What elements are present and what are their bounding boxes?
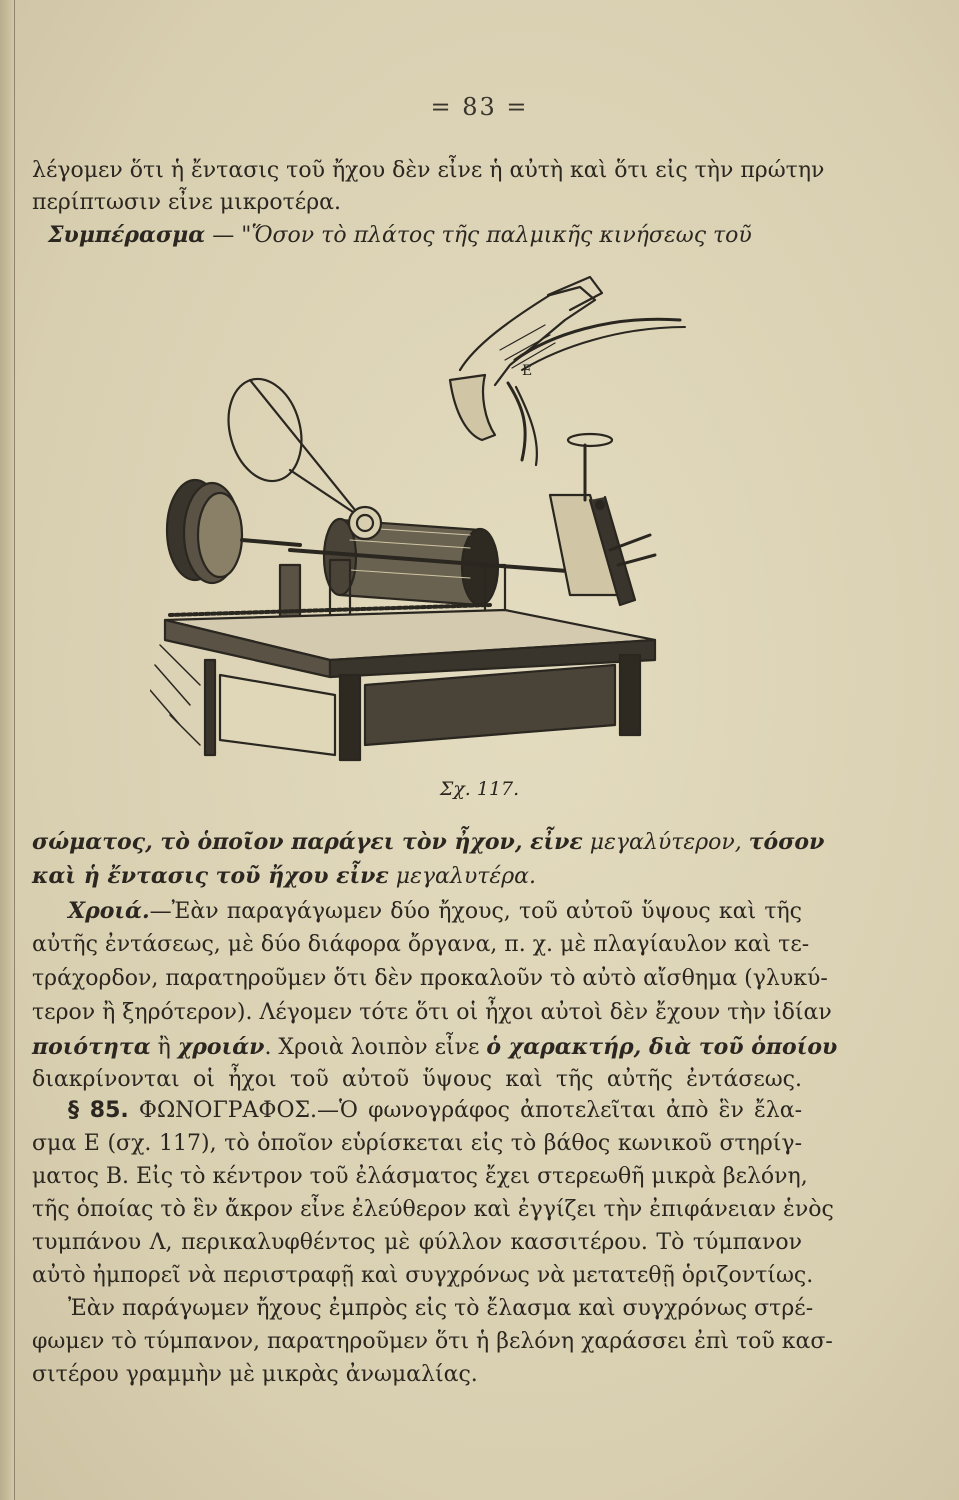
text-line-11: διακρίνονται οἱ ἦχοι τοῦ αὐτοῦ ὕψους καὶ τῆς αὐτῆς ἐντάσεως. (32, 1067, 802, 1092)
text-line-4: σώματος, τὸ ὁποῖον παράγει τὸν ἦχον, εἶνε μεγαλύτερον, τόσον (32, 829, 825, 855)
label-E: E (522, 363, 533, 379)
text-line-13: σμα Ε (σχ. 117), τὸ ὁποῖον εὑρίσκεται εἰς τὸ βάθος κωνικοῦ στηρίγ- (32, 1131, 802, 1156)
text-line-8: τράχορδον, παρατηροῦμεν ὅτι δὲν προκαλοῦν τὸ αὐτὸ αἴσθημα (γλυκύ- (32, 966, 828, 991)
text-line-5: καὶ ἡ ἔντασις τοῦ ἤχου εἶνε μεγαλυτέρα. (32, 863, 536, 889)
text-line-15: τῆς ὁποίας τὸ ἓν ἄκρον εἶνε ἐλεύθερον καὶ ἐγγίζει τὴν ἐπιφάνειαν ἑνὸς (32, 1197, 834, 1222)
text-line-2: περίπτωσιν εἶνε μικροτέρα. (32, 190, 341, 215)
conclusion-text-start: — "Ὅσον τὸ πλάτος τῆς παλμικῆς κινήσεως τοῦ (205, 223, 752, 248)
text-line-17: αὐτὸ ἠμπορεῖ νὰ περιστραφῇ καὶ συγχρόνως νὰ μετατεθῇ ὁριζοντίως. (32, 1263, 814, 1288)
text-line-10: ποιότητα ἢ χροιάν. Χροιὰ λοιπὸν εἶνε ὁ χαρακτήρ, διὰ τοῦ ὁποίου (32, 1034, 838, 1060)
text-line-19: φωμεν τὸ τύμπανον, παρατηροῦμεν ὅτι ἡ βελόνη χαράσσει ἐπὶ τοῦ κασ- (32, 1329, 833, 1354)
text-line-9: τερον ἢ ξηρότερον). Λέγομεν τότε ὅτι οἱ ἦχοι αὐτοὶ δὲν ἔχουν τὴν ἰδίαν (32, 1000, 832, 1025)
mouthpiece-stand (550, 434, 655, 605)
base-board (150, 605, 655, 760)
mouthpiece-detail (450, 277, 685, 465)
text-line-18: Ἐὰν παράγωμεν ἤχους ἐμπρὸς εἰς τὸ ἔλασμα καὶ συγχρόνως στρέ- (68, 1296, 814, 1321)
text-line-12 (68, 1095, 802, 1127)
text-line-7: αὐτῆς ἐντάσεως, μὲ δύο διάφορα ὄργανα, π. χ. μὲ πλαγίαυλον καὶ τε- (32, 932, 810, 957)
timbre-heading: Χροιά. (68, 898, 150, 924)
section-number: § 85. (68, 1098, 129, 1123)
text-line-14: ματος Β. Εἰς τὸ κέντρον τοῦ ἐλάσματος ἔχει στερεωθῆ μικρὰ βελόνη, (32, 1164, 808, 1189)
text-line-6: Χροιά.—Ἐὰν παραγάγωμεν δύο ἤχους, τοῦ αὐτοῦ ὕψους καὶ τῆς (68, 898, 802, 924)
page-gutter (0, 0, 15, 1500)
text-line-20: σιτέρου γραμμὴν μὲ μικρὰς ἀνωμαλίας. (32, 1362, 478, 1387)
text-line-16: τυμπάνου Λ, περικαλυφθέντος μὲ φύλλον κασσιτέρου. Τὸ τύμπανον (32, 1230, 802, 1255)
conclusion-heading: Συμπέρασμα (48, 222, 206, 248)
text-line-3 (48, 219, 802, 252)
text-line-1: λέγομεν ὅτι ἡ ἔντασις τοῦ ἤχου δὲν εἶνε ἡ αὐτὴ καὶ ὅτι εἰς τὴν πρώτην (32, 158, 825, 183)
page-number: = 83 = (430, 93, 529, 121)
sound-cone (218, 371, 365, 520)
phonograph-illustration (150, 265, 710, 770)
figure-caption: Σχ. 117. (439, 778, 520, 800)
section-heading-phonograph: ΦΩΝΟΓΡΑΦΟΣ.—Ὁ φωνογράφος ἀποτελεῖται ἀπὸ ἓν ἔλα- (128, 1098, 803, 1123)
